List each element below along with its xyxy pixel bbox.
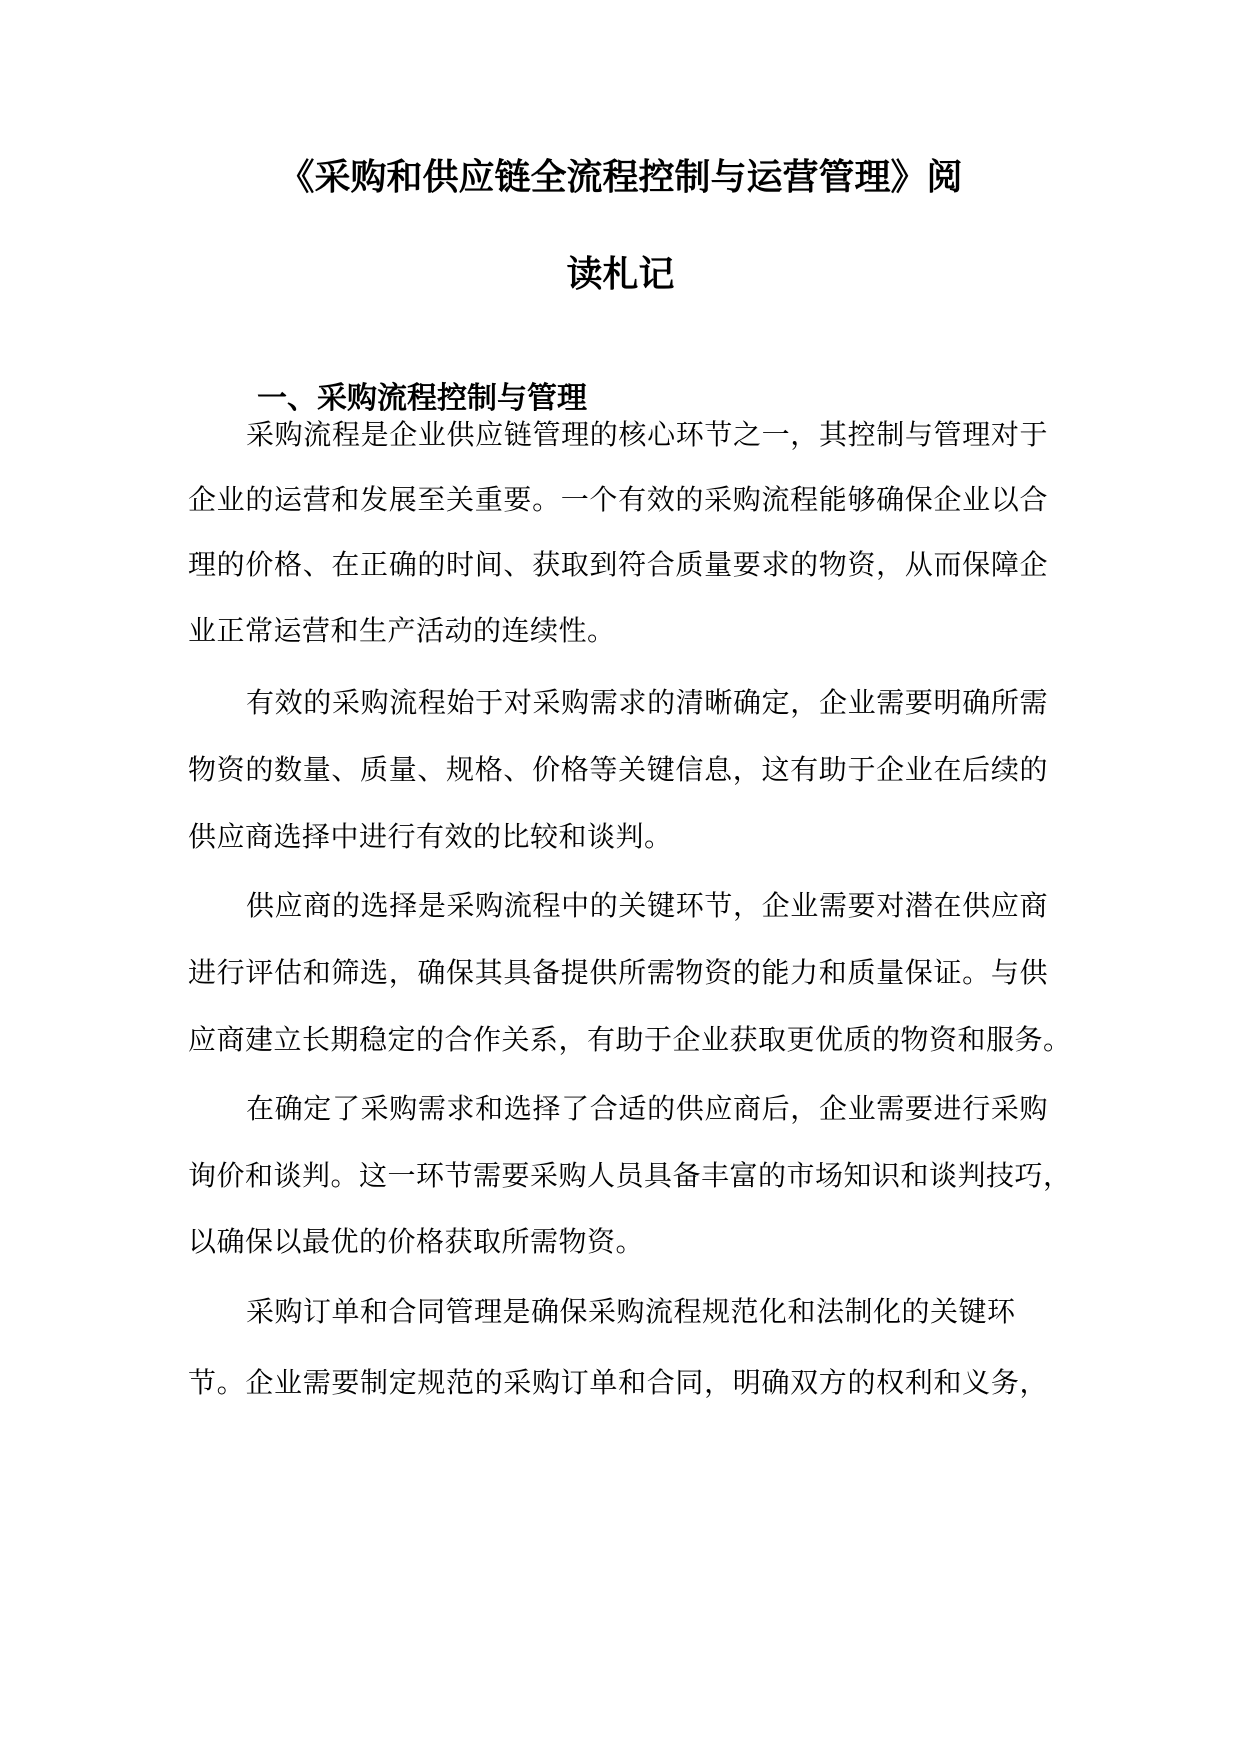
paragraph-line: 企业的运营和发展至关重要。一个有效的采购流程能够确保企业以合 [188, 483, 1048, 516]
paragraph-line: 以确保以最优的价格获取所需物资。 [188, 1225, 645, 1258]
document-title-line-1: 《采购和供应链全流程控制与运营管理》阅 [278, 156, 963, 198]
paragraph-line: 在确定了采购需求和选择了合适的供应商后，企业需要进行采购 [246, 1092, 1048, 1125]
paragraph-line: 供应商的选择是采购流程中的关键环节，企业需要对潜在供应商 [246, 889, 1048, 922]
paragraph-line: 供应商选择中进行有效的比较和谈判。 [188, 820, 673, 853]
paragraph-line: 应商建立长期稳定的合作关系，有助于企业获取更优质的物资和服务。 [188, 1023, 1072, 1056]
paragraph-line: 采购流程是企业供应链管理的核心环节之一，其控制与管理对于 [246, 418, 1048, 451]
paragraph-line: 物资的数量、质量、规格、价格等关键信息，这有助于企业在后续的 [188, 753, 1048, 786]
section-heading: 一、采购流程控制与管理 [257, 381, 587, 416]
paragraph-line: 询价和谈判。这一环节需要采购人员具备丰富的市场知识和谈判技巧， [188, 1159, 1072, 1192]
document-title-line-2: 读札记 [566, 253, 675, 295]
paragraph-line: 采购订单和合同管理是确保采购流程规范化和法制化的关键环 [246, 1295, 1016, 1328]
paragraph-line: 进行评估和筛选，确保其具备提供所需物资的能力和质量保证。与供 [188, 956, 1048, 989]
paragraph-line: 有效的采购流程始于对采购需求的清晰确定，企业需要明确所需 [246, 686, 1048, 719]
paragraph-line: 理的价格、在正确的时间、获取到符合质量要求的物资，从而保障企 [188, 548, 1048, 581]
paragraph-line: 业正常运营和生产活动的连续性。 [188, 614, 616, 647]
paragraph-line: 节。企业需要制定规范的采购订单和合同，明确双方的权利和义务， [188, 1366, 1048, 1399]
